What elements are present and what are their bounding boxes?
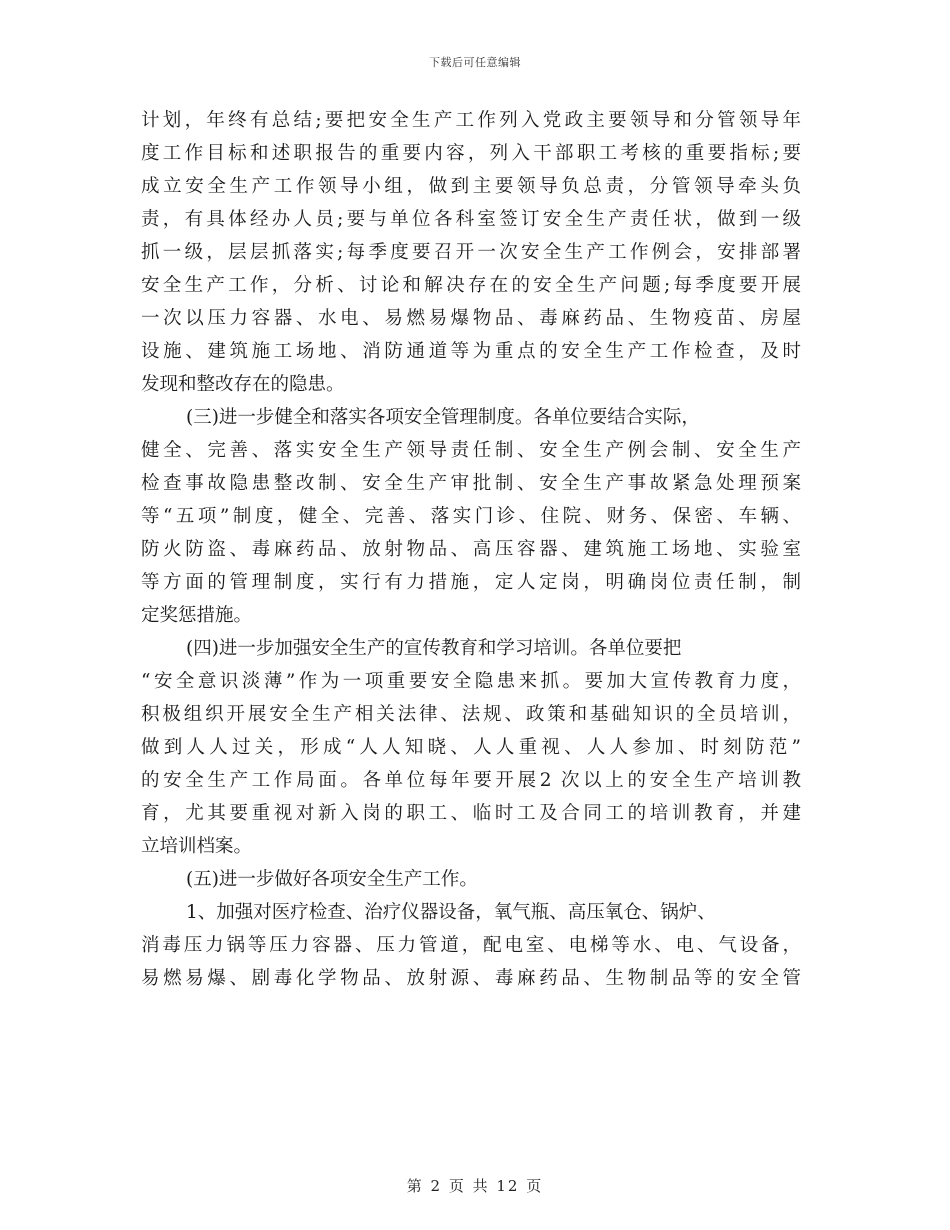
text-line: 成立安全生产工作领导小组，做到主要领导负总责，分管领导牵头负 — [141, 176, 801, 197]
text-line: 责，有具体经办人员;要与单位各科室签订安全生产责任状，做到一级 — [141, 209, 801, 230]
text-line: “安全意识淡薄”作为一项重要安全隐患来抓。要加大宣传教育力度， — [141, 671, 801, 692]
text-line: 一次以压力容器、水电、易燃易爆物品、毒麻药品、生物疫苗、房屋 — [141, 308, 801, 329]
text-line: 积极组织开展安全生产相关法律、法规、政策和基础知识的全员培训， — [141, 704, 801, 725]
text-line: 做到人人过关，形成“人人知晓、人人重视、人人参加、时刻防范” — [141, 737, 801, 758]
document-body — [141, 104, 801, 995]
text-line: 抓一级，层层抓落实;每季度要召开一次安全生产工作例会，安排部署 — [141, 242, 801, 263]
text-line: 安全生产工作，分析、讨论和解决存在的安全生产问题;每季度要开展 — [141, 275, 801, 296]
text-line: 检查事故隐患整改制、安全生产审批制、安全生产事故紧急处理预案 — [141, 473, 801, 494]
text-line: 发现和整改存在的隐患。 — [141, 374, 345, 395]
text-line: (四)进一步加强安全生产的宣传教育和学习培训。各单位要把 — [186, 638, 682, 659]
text-line: 等方面的管理制度，实行有力措施，定人定岗，明确岗位责任制，制 — [141, 572, 801, 593]
text-line: 等“五项”制度，健全、完善、落实门诊、住院、财务、保密、车辆、 — [141, 506, 801, 527]
text-line: 1、加强对医疗检查、治疗仪器设备，氧气瓶、高压氧仓、锅炉、 — [186, 902, 716, 923]
text-line: 的安全生产工作局面。各单位每年要开展2 次以上的安全生产培训教 — [141, 770, 801, 791]
text-line: 易燃易爆、剧毒化学物品、放射源、毒麻药品、生物制品等的安全管 — [141, 968, 801, 989]
text-line: 立培训档案。 — [141, 836, 253, 857]
text-line: (五)进一步做好各项安全生产工作。 — [186, 869, 478, 890]
text-line: 防火防盗、毒麻药品、放射物品、高压容器、建筑施工场地、实验室 — [141, 539, 801, 560]
text-line: 度工作目标和述职报告的重要内容，列入干部职工考核的重要指标;要 — [141, 143, 801, 164]
text-line: 计划，年终有总结;要把安全生产工作列入党政主要领导和分管领导年 — [141, 110, 801, 131]
text-line: 消毒压力锅等压力容器、压力管道，配电室、电梯等水、电、气设备， — [141, 935, 801, 956]
page-number: 第 2 页 共 12 页 — [406, 1177, 544, 1195]
text-line: (三)进一步健全和落实各项安全管理制度。各单位要结合实际， — [186, 407, 700, 428]
page-header-note: 下载后可任意编辑 — [429, 56, 521, 69]
text-line: 健全、完善、落实安全生产领导责任制、安全生产例会制、安全生产 — [141, 440, 801, 461]
text-line: 育，尤其要重视对新入岗的职工、临时工及合同工的培训教育，并建 — [141, 803, 801, 824]
text-line: 设施、建筑施工场地、消防通道等为重点的安全生产工作检查，及时 — [141, 341, 801, 362]
text-line: 定奖惩措施。 — [141, 605, 253, 626]
